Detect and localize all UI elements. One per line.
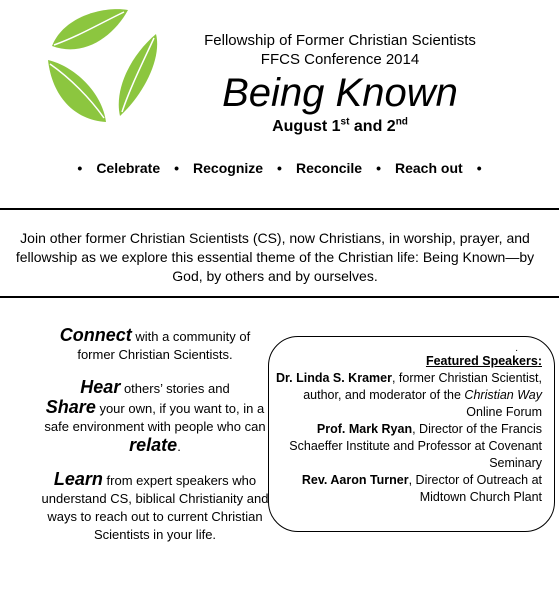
speaker-ryan: Prof. Mark Ryan, Director of the Francis Schaeffer Institute and Professor at Covenant Seminary [289,422,542,470]
bullet-dot: • [376,160,381,176]
organization-header [170,31,510,69]
featured-speakers-box: . Featured Speakers: Dr. Linda S. Kramer, former Christian Scientist, author, and moderator of the Christian Way Online Forum Prof. Mark Ryan, Director of the Francis Schaeffer Institute and Professor at Covenant Seminary Rev. Aaron Turner, Director of Outreach at Midtown Church Plant [268,336,555,532]
bullet-reach-out: Reach out [395,160,463,176]
bullet-dot: • [476,160,482,176]
divider-bottom [0,296,559,298]
theme-bullets [0,160,559,176]
bullet-reconcile: Reconcile [295,160,363,176]
speaker-turner: Rev. Aaron Turner, Director of Outreach at Midtown Church Plant [301,473,542,504]
event-dates: August 1st and 2nd [272,116,408,135]
benefits-column [40,326,270,558]
intro-paragraph: Join other former Christian Scientists (CS), now Christians, in worship, prayer, and fellowship as we explore this essential theme of the Christian life: Being Known—by God, by others and by ourselves. [15,230,535,284]
event-title: Being Known [222,71,458,115]
learn-paragraph: Learn from expert speakers who understand CS, biblical Christianity and ways to reach out to current Christian Scientists in your life. [41,469,269,542]
leaf-logo-icon [44,6,164,124]
bullet-celebrate: Celebrate [96,160,161,176]
org-name: Fellowship of Former Christian Scientists [204,32,476,49]
bullet-dot: • [174,160,180,176]
speakers-heading: Featured Speakers: [425,354,542,368]
bullet-dot: • [77,160,83,176]
bullet-recognize: Recognize [193,160,264,176]
bullet-dot: • [277,160,282,176]
speaker-kramer: Dr. Linda S. Kramer, former Christian Scientist, author, and moderator of the Christian Way Online Forum [275,371,542,419]
conference-name: FFCS Conference 2014 [260,51,420,68]
hear-share-paragraph: Hear others’ stories and Share your own, if you want to, in a safe environment with people who can relate. [44,377,266,455]
divider-top [0,208,559,210]
connect-paragraph: Connect with a community of former Christian Scientists. [59,325,251,362]
